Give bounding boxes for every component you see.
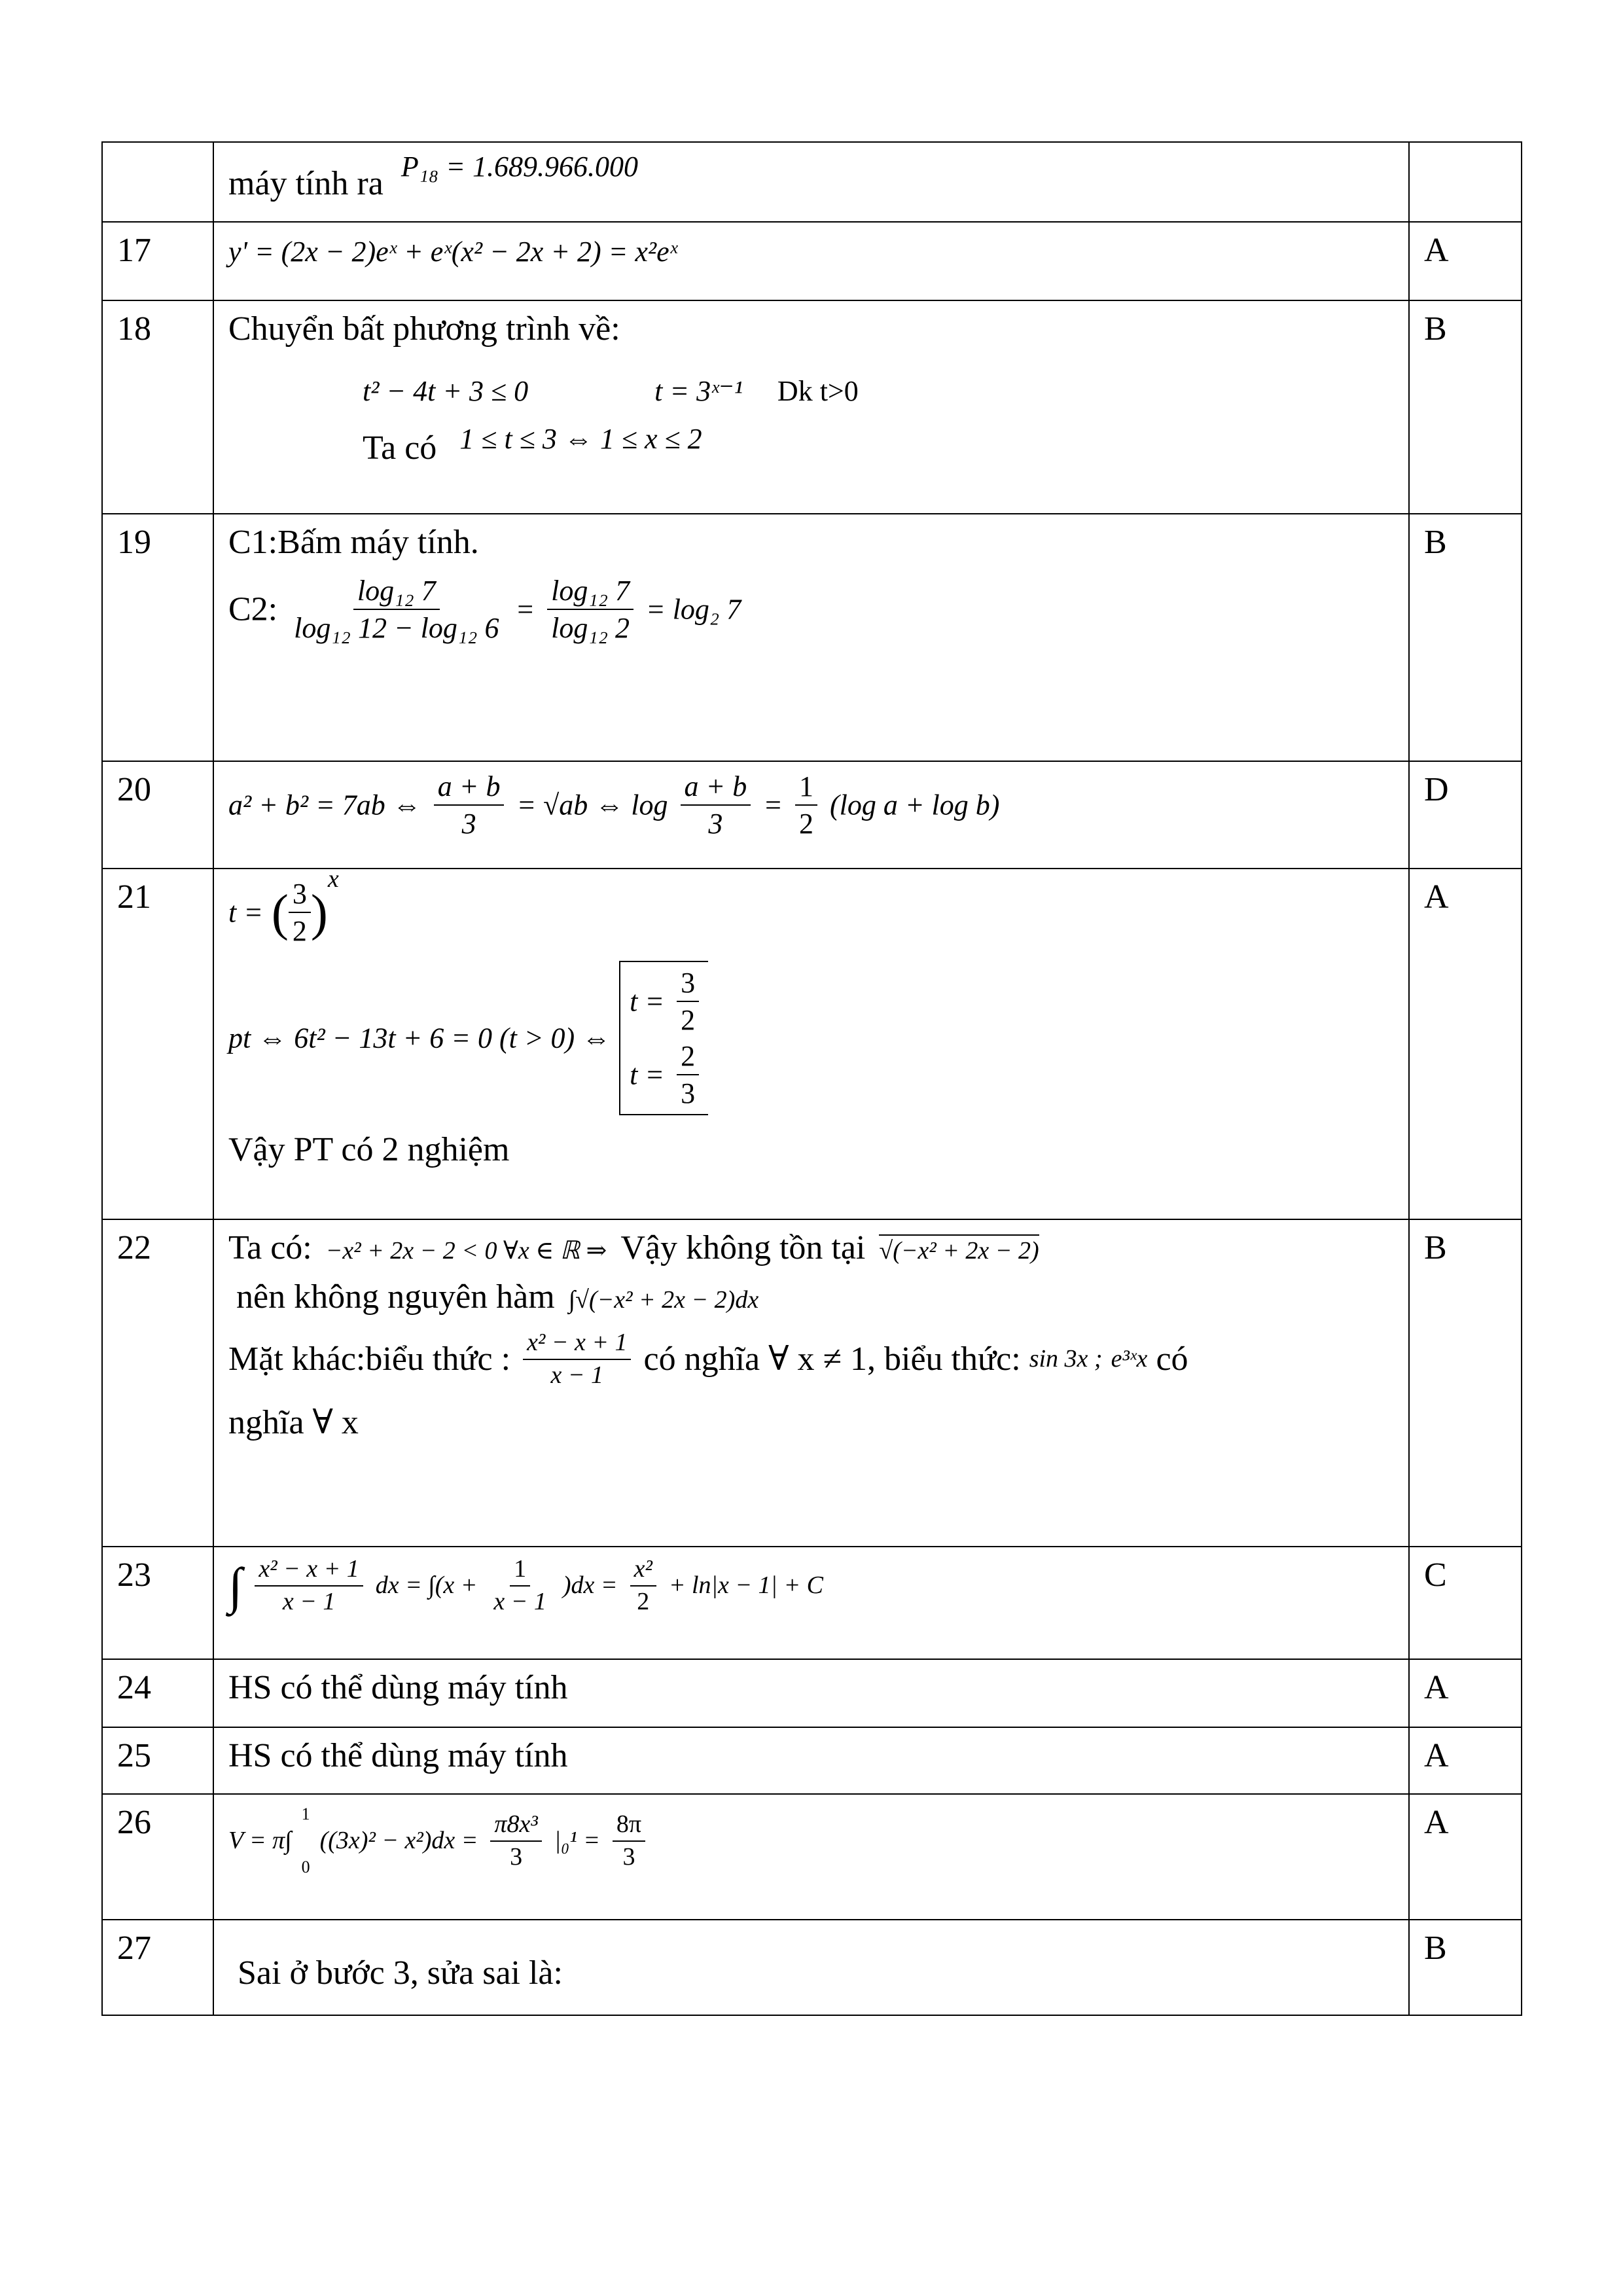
solution-text: nghĩa ∀ x xyxy=(228,1404,359,1441)
fraction-numerator: π8x³ xyxy=(490,1809,541,1842)
answer-table xyxy=(101,141,1522,2016)
question-number: 25 xyxy=(102,1727,213,1794)
solution-cell xyxy=(213,761,1409,869)
answer-letter: A xyxy=(1409,1727,1522,1794)
fraction xyxy=(255,1554,363,1617)
inequality-math: t² − 4t + 3 ≤ 0 xyxy=(363,375,529,407)
solution-text: nên không nguyên hàm xyxy=(236,1278,555,1316)
question-number: 21 xyxy=(102,869,213,1219)
answer-letter xyxy=(1409,142,1522,222)
solution-math: = √ab ⇔ log xyxy=(516,789,668,821)
fraction xyxy=(289,876,311,949)
fraction-numerator: x² − x + 1 xyxy=(523,1327,631,1360)
question-number: 17 xyxy=(102,222,213,300)
fraction xyxy=(677,965,699,1038)
question-number: 20 xyxy=(102,761,213,869)
fraction-numerator: 2 xyxy=(677,1038,699,1075)
table-row xyxy=(102,222,1522,300)
fraction-denominator: 3 xyxy=(510,1842,523,1871)
result-math: = log₂ 7 xyxy=(646,593,741,626)
fraction xyxy=(523,1327,631,1391)
fraction-numerator: x² xyxy=(630,1554,656,1587)
fraction xyxy=(434,768,505,842)
solution-text: C2: xyxy=(228,590,278,628)
fraction xyxy=(547,573,633,646)
solution-math: t = xyxy=(630,1058,665,1091)
question-number: 26 xyxy=(102,1794,213,1920)
table-row xyxy=(102,1547,1522,1659)
fraction-denominator: x − 1 xyxy=(493,1587,546,1615)
solution-math: V = π∫ xyxy=(228,1826,292,1854)
solution-math: dx = ∫(x + xyxy=(375,1571,478,1599)
table-row xyxy=(102,1794,1522,1920)
question-number: 23 xyxy=(102,1547,213,1659)
fraction-denominator: log₁₂ 12 − log₁₂ 6 xyxy=(294,612,499,644)
answer-letter: B xyxy=(1409,514,1522,761)
question-number: 18 xyxy=(102,300,213,514)
answer-letter: B xyxy=(1409,1920,1522,2015)
table-row xyxy=(102,1219,1522,1547)
solution-set xyxy=(619,961,708,1115)
answer-letter: C xyxy=(1409,1547,1522,1659)
fraction-numerator: 1 xyxy=(510,1554,530,1587)
fraction-denominator: 3 xyxy=(708,808,723,840)
fraction-numerator: 1 xyxy=(795,768,817,806)
question-number: 19 xyxy=(102,514,213,761)
fraction-numerator: 3 xyxy=(289,876,311,913)
fraction xyxy=(630,1554,656,1617)
solution-text: Mặt khác:biểu thức : xyxy=(228,1340,511,1378)
fraction-denominator: 2 xyxy=(798,808,813,840)
solution-cell: C1:Bấm máy tính. C2: $\frac{\text{log₁₂ 7}}{\text{log₁₂ 12 − log₁₂ 6}}$ = $\frac{\text{log₁₂ 7}}{\text{log₁₂ 2}}$ = log₂ 7 xyxy=(213,514,1409,761)
table-row xyxy=(102,761,1522,869)
answer-letter: B xyxy=(1409,300,1522,514)
solution-math: −x² + 2x − 2 < 0 ∀x ∈ ℝ ⇒ xyxy=(325,1237,607,1265)
result-math: 1 ≤ t ≤ 3 ⇔ 1 ≤ x ≤ 2 xyxy=(459,423,702,455)
answer-letter: A xyxy=(1409,1659,1522,1727)
solution-text: Vậy không tồn tại xyxy=(620,1229,866,1266)
equals-sign: = xyxy=(763,789,783,821)
question-number: 22 xyxy=(102,1219,213,1547)
fraction xyxy=(290,573,503,646)
fraction-denominator: 2 xyxy=(292,915,307,947)
fraction-denominator: 3 xyxy=(622,1842,635,1871)
solution-text: Vậy PT có 2 nghiệm xyxy=(228,1131,510,1168)
answer-letter: B xyxy=(1409,1219,1522,1547)
answer-letter: A xyxy=(1409,222,1522,300)
fraction-denominator: log₁₂ 2 xyxy=(551,612,630,644)
fraction-denominator: 3 xyxy=(461,808,476,840)
solution-cell: t = ( $\frac{3}{2}$ )$^x$ pt ⇔ 6t² − 13t + 6 = 0 (t > 0) ⇔ t = $\frac{3}{2}$ t = $\frac{2}{3}$ Vậy PT có 2 nghiệm xyxy=(213,869,1409,1219)
fraction-denominator: 3 xyxy=(681,1077,696,1109)
solution-cell xyxy=(213,1920,1409,2015)
fraction-denominator: 2 xyxy=(637,1587,650,1615)
solution-math: pt ⇔ 6t² − 13t + 6 = 0 (t > 0) ⇔ xyxy=(228,1022,611,1054)
solution-text: máy tính ra xyxy=(228,165,383,202)
exponent: x xyxy=(327,869,339,893)
fraction-numerator: a + b xyxy=(681,768,751,806)
fraction-numerator: 8π xyxy=(613,1809,645,1842)
fraction xyxy=(677,1038,699,1111)
solution-text: có nghĩa ∀ x ≠ 1, biểu thức: xyxy=(643,1340,1021,1378)
solution-cell xyxy=(213,1219,1409,1547)
fraction-denominator: x − 1 xyxy=(550,1361,604,1389)
solution-math: e³ˣx xyxy=(1111,1344,1148,1372)
solution-text: Chuyển bất phương trình về: xyxy=(228,310,620,348)
fraction-denominator: x − 1 xyxy=(282,1587,336,1615)
answer-letter: A xyxy=(1409,1794,1522,1920)
solution-cell xyxy=(213,222,1409,300)
fraction-numerator: log₁₂ 7 xyxy=(353,573,440,610)
table-row xyxy=(102,1659,1522,1727)
fraction-numerator: log₁₂ 7 xyxy=(547,573,633,610)
solution-text: Sai ở bước 3, sửa sai là: xyxy=(238,1954,563,1992)
fraction-numerator: x² − x + 1 xyxy=(255,1554,363,1587)
solution-text: HS có thể dùng máy tính xyxy=(213,1727,1409,1794)
integral-upper-bound: 1 xyxy=(301,1804,310,1823)
answer-letter: D xyxy=(1409,761,1522,869)
fraction-numerator: 3 xyxy=(677,965,699,1002)
solution-math: t = xyxy=(228,896,263,929)
solution-text: HS có thể dùng máy tính xyxy=(213,1659,1409,1727)
fraction xyxy=(490,1809,541,1873)
solution-math: sin 3x ; xyxy=(1029,1344,1103,1372)
question-number: 24 xyxy=(102,1659,213,1727)
solution-math: P₁₈ = 1.689.966.000 xyxy=(401,151,638,183)
solution-text: Ta có: xyxy=(228,1229,312,1266)
table-row xyxy=(102,142,1522,222)
fraction xyxy=(795,768,817,842)
question-number: 27 xyxy=(102,1920,213,2015)
answer-letter: A xyxy=(1409,869,1522,1219)
table-row xyxy=(102,1920,1522,2015)
solution-cell xyxy=(213,142,1409,222)
solution-math: |₀¹ = xyxy=(554,1826,600,1854)
solution-cell xyxy=(213,1547,1409,1659)
solution-math: t = xyxy=(630,985,665,1018)
fraction-denominator: 2 xyxy=(681,1004,696,1036)
solution-cell xyxy=(213,300,1409,514)
condition-text: Dk t>0 xyxy=(777,375,859,407)
solution-math: a² + b² = 7ab ⇔ xyxy=(228,789,421,821)
solution-math: ((3x)² − x²)dx = xyxy=(319,1826,478,1854)
solution-math: (log a + log b) xyxy=(829,789,1000,821)
solution-text: Ta có xyxy=(363,429,437,467)
solution-math: y' = (2x − 2)eˣ + eˣ(x² − 2x + 2) = x²eˣ xyxy=(228,236,678,268)
table-row xyxy=(102,1727,1522,1794)
fraction xyxy=(613,1809,645,1873)
solution-math: + ln|x − 1| + C xyxy=(668,1571,823,1599)
substitution-math: t = 3ˣ⁻¹ xyxy=(654,375,743,407)
question-number xyxy=(102,142,213,222)
table-row xyxy=(102,514,1522,761)
solution-cell xyxy=(213,1794,1409,1920)
table-row xyxy=(102,300,1522,514)
solution-text: C1:Bấm máy tính. xyxy=(228,524,479,561)
solution-math: )dx = xyxy=(562,1571,618,1599)
solution-text: có xyxy=(1156,1340,1188,1378)
solution-math: ∫√(−x² + 2x − 2)dx xyxy=(568,1286,759,1314)
fraction xyxy=(681,768,751,842)
solution-math: √(−x² + 2x − 2) xyxy=(879,1234,1039,1265)
integral-lower-bound: 0 xyxy=(301,1857,310,1876)
fraction-numerator: a + b xyxy=(434,768,505,806)
table-row xyxy=(102,869,1522,1219)
fraction xyxy=(490,1554,550,1617)
integral-sign: ∫ xyxy=(228,1557,243,1614)
